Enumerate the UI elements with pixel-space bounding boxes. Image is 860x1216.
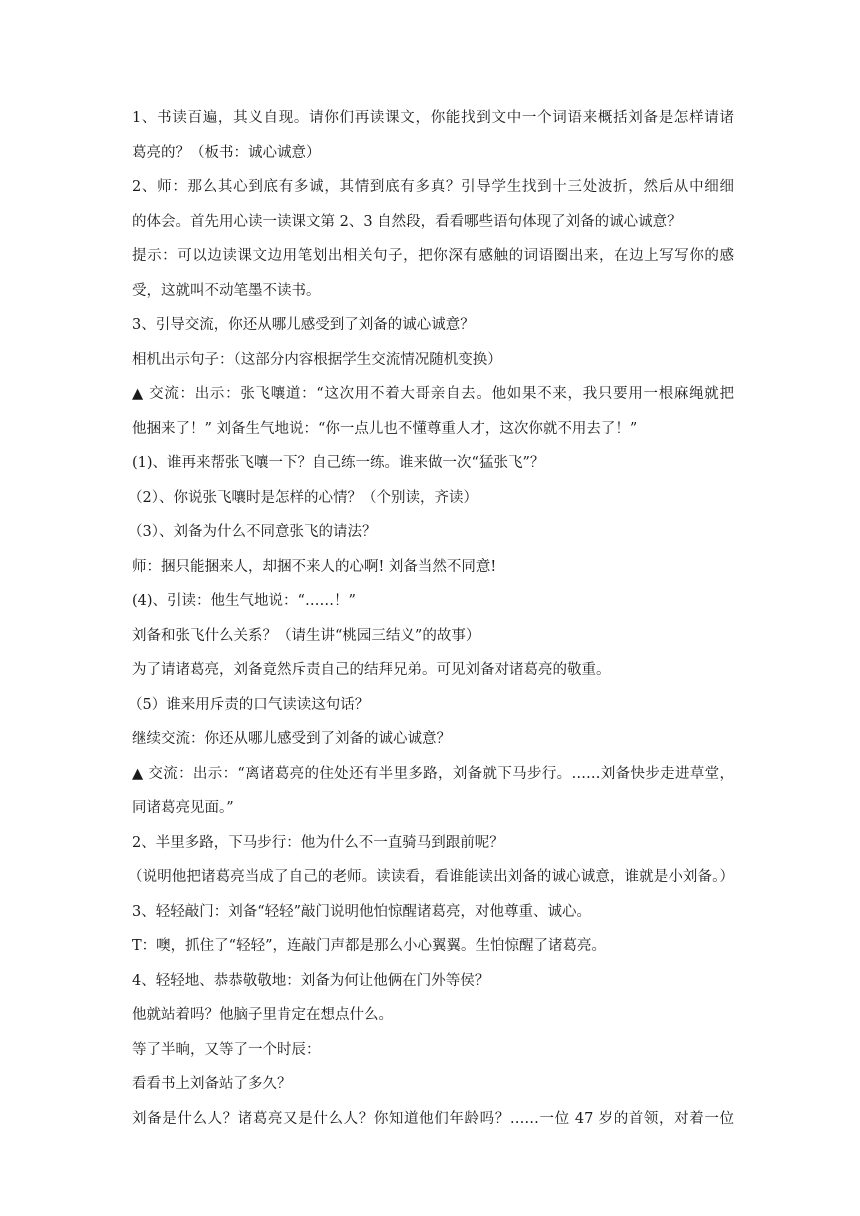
text-line: 继续交流：你还从哪儿感受到了刘备的诚心诚意？: [132, 731, 451, 747]
document-body: [128, 108, 734, 1143]
text-line: (1)、谁再来帮张飞嚷一下？自己练一练。谁来做一次“猛张飞”？: [132, 455, 545, 471]
text-line: 3、引导交流，你还从哪儿感受到了刘备的诚心诚意？: [132, 317, 475, 333]
text-line: 为了请诸葛亮，刘备竟然斥责自己的结拜兄弟。可见刘备对诸葛亮的敬重。: [132, 662, 611, 678]
text-line: 提示：可以边读课文边用笔划出相关句子，把你深有感触的词语圈出来，在边上写写你的感: [132, 248, 734, 264]
text-line: 受，这就叫不动笔墨不读书。: [132, 282, 321, 299]
text-line: （5）谁来用斥责的口气读读这句话？: [128, 696, 370, 713]
text-line: 1、书读百遍，其义自现。请你们再读课文，你能找到文中一个词语来概括刘备是怎样请诸: [132, 110, 734, 126]
text-line: 他就站着吗？他脑子里肯定在想点什么。: [132, 1007, 393, 1023]
text-line: 3、轻轻敲门：刘备“轻轻”敲门说明他怕惊醒诸葛亮，对他尊重、诚心。: [132, 903, 592, 920]
text-line: 看看书上刘备站了多久？: [132, 1076, 292, 1092]
text-line: 师：捆只能捆来人，却捆不来人的心啊! 刘备当然不同意!: [132, 558, 497, 575]
text-line: 刘备是什么人？诸葛亮又是什么人？你知道他们年龄吗？……一位 47 岁的首领，对着一位: [132, 1110, 734, 1127]
text-line: ▲ 交流：出示：“离诸葛亮的住处还有半里多路，刘备就下马步行。……刘备快步走进草堂，: [132, 765, 734, 782]
text-line: 刘备和张飞什么关系？（请生讲“桃园三结义”的故事）: [132, 627, 481, 644]
text-line: 同诸葛亮见面。”: [132, 800, 234, 816]
text-line: 他捆来了！” 刘备生气地说：“你一点儿也不懂尊重人才，这次你就不用去了！”: [132, 420, 638, 437]
text-line: 等了半晌，又等了一个时辰：: [132, 1041, 321, 1058]
text-line: (4)、引读：他生气地说：“……！”: [132, 593, 356, 609]
text-line: 相机出示句子：（这部分内容根据学生交流情况随机变换）: [132, 351, 502, 368]
text-line: （2）、你说张飞嚷时是怎样的心情？（个别读，齐读）: [128, 489, 478, 506]
text-line: T：噢，抓住了“轻轻”，连敲门声都是那么小心翼翼。生怕惊醒了诸葛亮。: [132, 938, 606, 954]
text-line: ▲ 交流：出示：张飞嚷道：“这次用不着大哥亲自去。他如果不来，我只要用一根麻绳就把: [132, 386, 734, 402]
text-line: 葛亮的？（板书：诚心诚意）: [132, 144, 321, 161]
text-line: 4、轻轻地、恭恭敬敬地：刘备为何让他俩在门外等侯？: [132, 972, 490, 989]
text-line: 的体会。首先用心读一读课文第 2、3 自然段，看看哪些语句体现了刘备的诚心诚意？: [132, 213, 682, 230]
text-line: 2、师：那么其心到底有多诚，其情到底有多真？引导学生找到十三处波折，然后从中细细: [132, 179, 734, 195]
text-line: 2、半里多路，下马步行：他为什么不一直骑马到跟前呢？: [132, 834, 504, 851]
text-line: （说明他把诸葛亮当成了自己的老师。读读看，看谁能读出刘备的诚心诚意，谁就是小刘备。）: [128, 869, 734, 885]
text-line: （3）、刘备为什么不同意张飞的请法？: [128, 524, 377, 540]
